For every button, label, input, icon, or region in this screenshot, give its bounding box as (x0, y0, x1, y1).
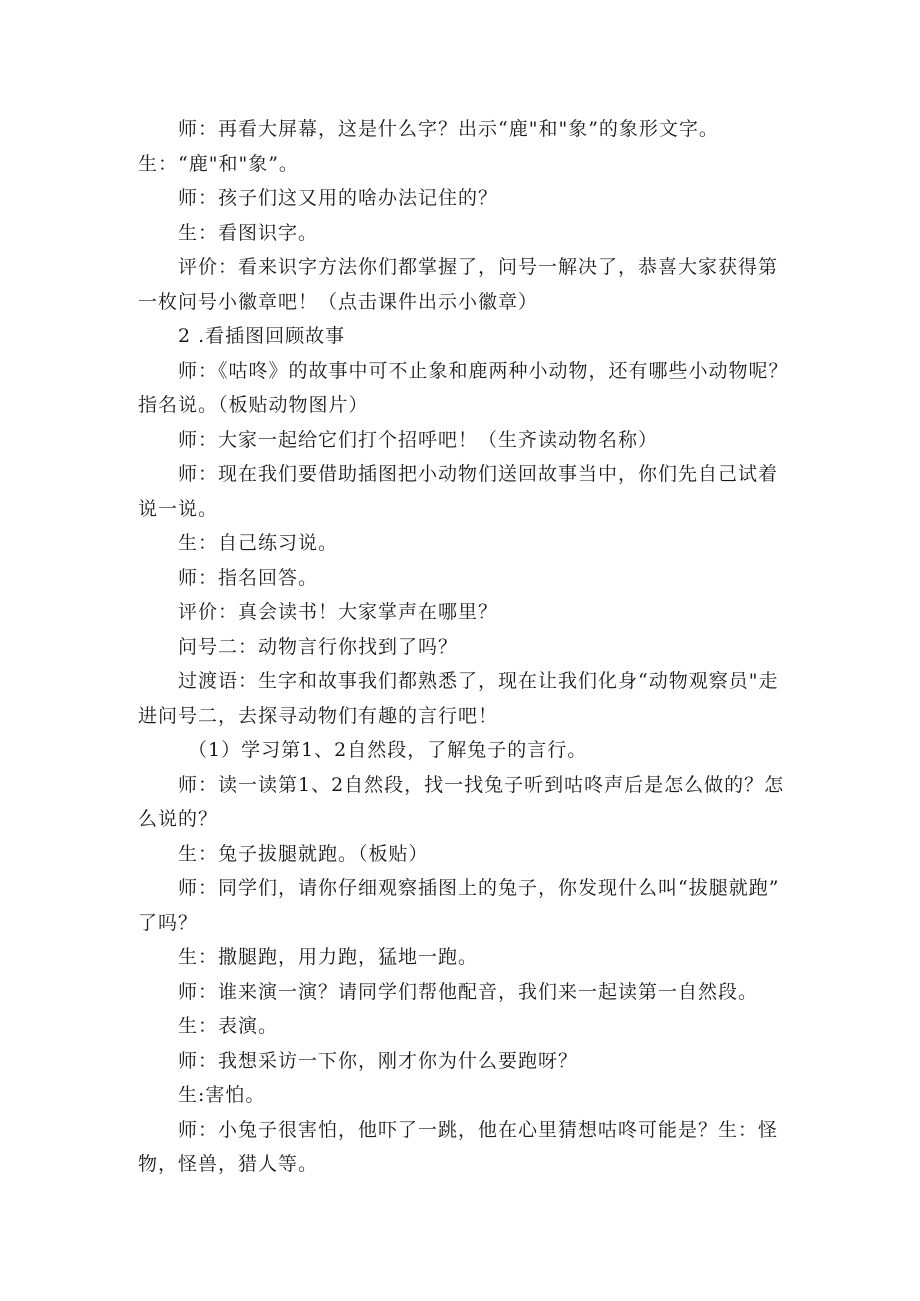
paragraph-line: 一枚问号小徽章吧！（点击课件出示小徽章） (138, 290, 539, 313)
paragraph-line: 指名说。（板贴动物图片） (138, 394, 369, 416)
paragraph-line: 生：表演。 (178, 1015, 279, 1037)
paragraph-line: 师：再看大屏幕，这是什么字？出示“鹿"和"象”的象形文字。 (178, 118, 719, 140)
paragraph-line: 进问号二，去探寻动物们有趣的言行吧！ (138, 704, 499, 727)
paragraph-line: 师：小兔子很害怕，他吓了一跳，他在心里猜想咕咚可能是？生：怪 (178, 1118, 779, 1141)
section-heading: 2 .看插图回顾故事 (178, 325, 346, 347)
paragraph-line: 师：孩子们这又用的啥办法记住的？ (178, 187, 499, 209)
paragraph-line: 师：谁来演一演？请同学们帮他配音，我们来一起读第一自然段。 (178, 980, 759, 1003)
paragraph-line: 了吗？ (138, 911, 199, 934)
paragraph-line: 物，怪兽，猎人等。 (138, 1153, 319, 1175)
paragraph-line: 师：同学们，请你仔细观察插图上的兔子，你发现什么叫“拔腿就跑” (178, 877, 780, 899)
paragraph-line: 生:害怕。 (178, 1084, 266, 1106)
paragraph-line: 生：兔子拔腿就跑。（板贴） (178, 842, 429, 865)
section-heading: 问号二：动物言行你找到了吗？ (178, 635, 459, 658)
paragraph-line: 师：我想采访一下你，刚才你为什么要跑呀？ (178, 1049, 579, 1072)
subsection-heading: （1）学习第1、2自然段，了解兔子的言行。 (188, 739, 588, 761)
paragraph-line: 师：读一读第1、2自然段，找一找兔子听到咕咚声后是怎么做的？怎 (178, 773, 785, 796)
paragraph-line: 生：自己练习说。 (178, 532, 339, 554)
paragraph-line: 师：现在我们要借助插图把小动物们送回故事当中，你们先自己试着 (178, 463, 779, 485)
paragraph-line: 评价：看来识字方法你们都掌握了，问号一解决了，恭喜大家获得第 (178, 256, 779, 278)
paragraph-line: 评价：真会读书！大家掌声在哪里？ (178, 601, 499, 623)
paragraph-line: 么说的？ (138, 808, 219, 830)
paragraph-line: 说一说。 (138, 497, 219, 520)
paragraph-line: 生：“鹿"和"象”。 (138, 152, 299, 175)
paragraph-line: 师：《咕咚》的故事中可不止象和鹿两种小动物，还有哪些小动物呢？ (178, 359, 789, 382)
paragraph-line: 师：大家一起给它们打个招呼吧！（生齐读动物名称） (178, 428, 659, 451)
paragraph-line: 生：看图识字。 (178, 221, 319, 244)
paragraph-line: 生：撒腿跑，用力跑，猛地一跑。 (178, 946, 479, 968)
paragraph-line: 过渡语：生字和故事我们都熟悉了，现在让我们化身“动物观察员"走 (178, 670, 779, 692)
paragraph-line: 师：指名回答。 (178, 566, 319, 589)
